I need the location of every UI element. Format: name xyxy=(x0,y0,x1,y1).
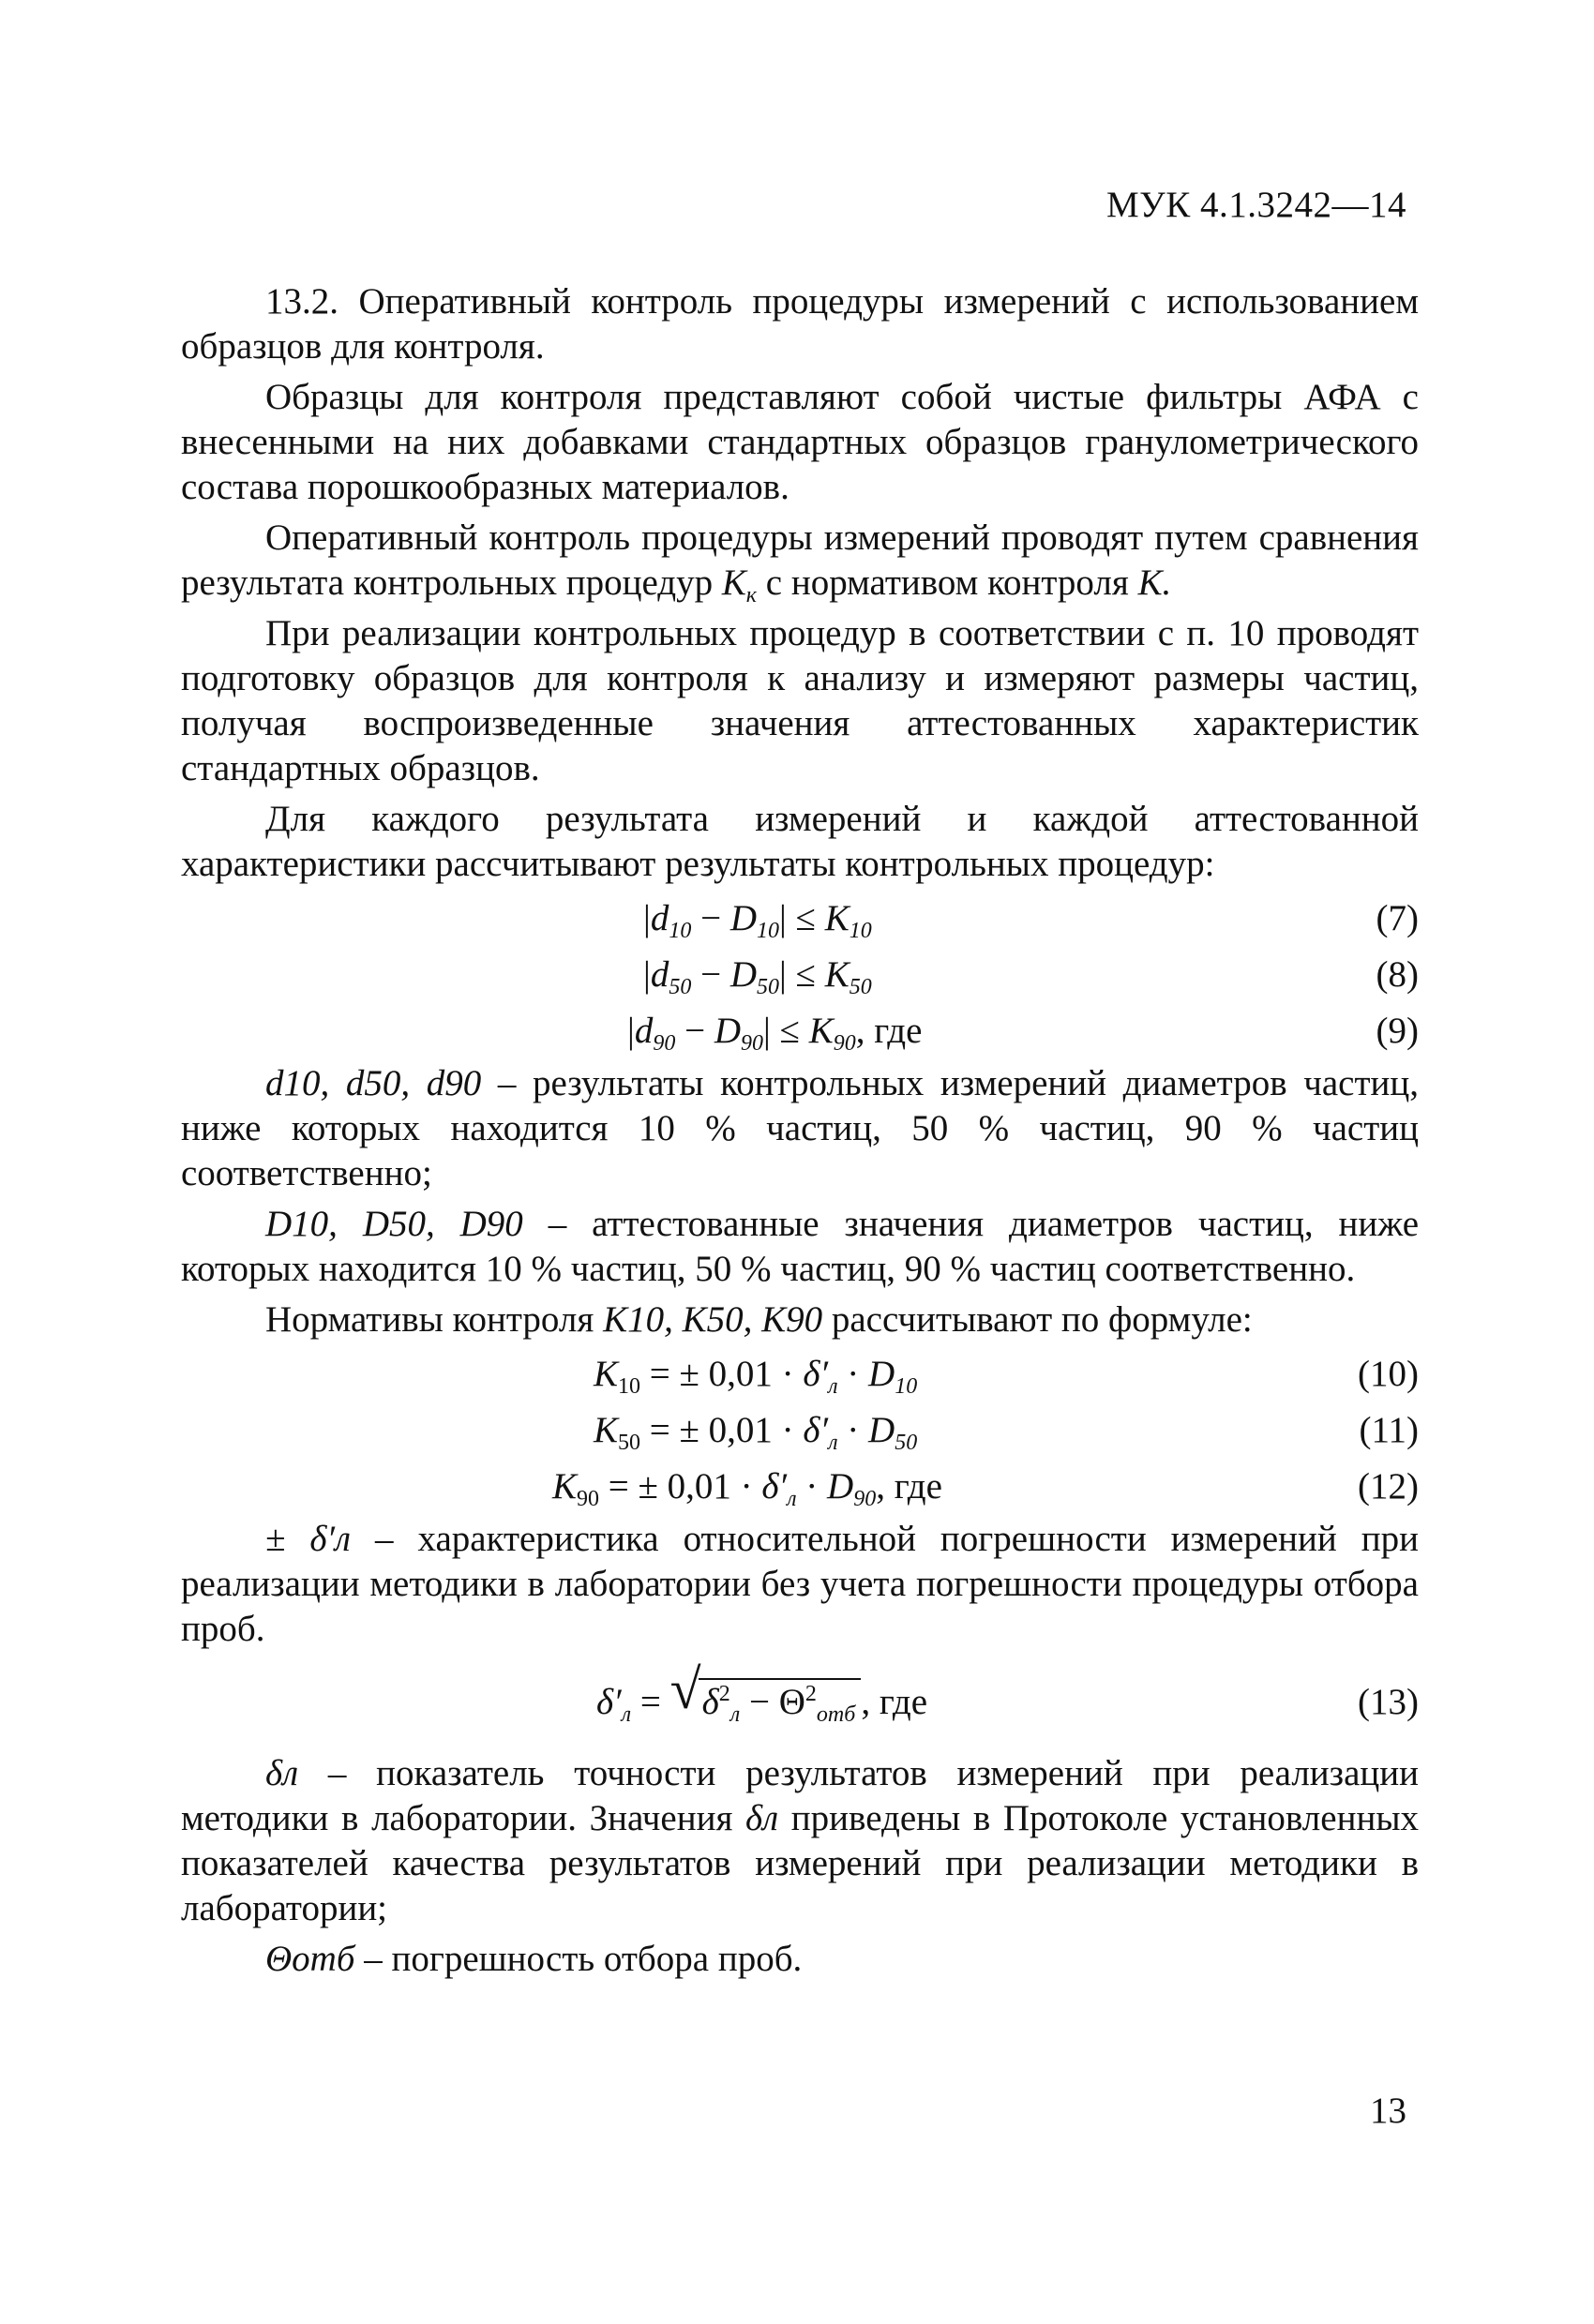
symbol-k-normative: К. xyxy=(1137,562,1172,603)
paragraph-calculation: Для каждого результата измерений и каждой аттестованной характеристики рассчитывают результаты контрольных процедур: xyxy=(181,799,1419,884)
document-body xyxy=(181,279,1419,1987)
equation-number: (10) xyxy=(1358,1354,1419,1394)
paragraph-normatives: Нормативы контроля K10, K50, K90 рассчитывают по формуле: xyxy=(265,1299,1253,1340)
equation-13: $\delta'_л$ = √ $\delta^2_л - \Theta^2_{отб}$ , где (13) xyxy=(596,1658,1419,1727)
square-root: √ $\delta^2_л - \Theta^2_{отб}$ xyxy=(670,1680,862,1725)
paragraph-13-2: 13.2. Оперативный контроль процедуры измерений с использованием образцов для контроля. xyxy=(181,281,1419,367)
document-code: МУК 4.1.3242—14 xyxy=(1105,185,1406,225)
definition-D: D10, D50, D90 – аттестованные значения диаметров частиц, ниже которых находится 10 % частиц, 50 % частиц, 90 % частиц соответственно. xyxy=(181,1204,1420,1289)
equation-8: $|d_{50} - D_{50}| \le K_{50}$ (8) xyxy=(643,954,1419,999)
definition-d: d10, d50, d90 – результаты контрольных измерений диаметров частиц, ниже которых находится 10 % частиц, 50 % частиц, 90 % частиц соответственно; xyxy=(181,1063,1420,1193)
equation-11: $K_{50}$ = ± $0,01 \cdot \delta'_л \cdot D_{50}$ (11) xyxy=(594,1410,1419,1455)
equation-number: (11) xyxy=(1359,1410,1419,1450)
paragraph-operative-control: Оперативный контроль процедуры измерений проводят путем сравнения результата контрольных процедур $К_к$ с нормативом контроля К. xyxy=(181,517,1419,607)
equation-number: (8) xyxy=(1376,954,1419,995)
definition-theta: Θотб – погрешность отбора проб. xyxy=(265,1939,803,1979)
symbol-k-control: $К_к$ xyxy=(721,562,758,607)
paragraph-implementation: При реализации контрольных процедур в соответствии с п. 10 проводят подготовку образцов для контроля к анализу и измеряют размеры частиц, получая воспроизведенные значения аттестованных характеристик стандартных образцов. xyxy=(181,613,1419,788)
equation-number: (7) xyxy=(1376,898,1419,938)
equation-12: $K_{90}$ = ± $0,01 \cdot \delta'_л \cdot D_{90}$, где (12) xyxy=(552,1466,1419,1511)
equation-10: $K_{10}$ = ± $0,01 \cdot \delta'_л \cdot D_{10}$ (10) xyxy=(594,1354,1419,1399)
equation-9: $|d_{90} - D_{90}| \le K_{90}$, где (9) xyxy=(627,1011,1419,1056)
equation-number: (9) xyxy=(1376,1011,1419,1051)
definition-delta-prime: ± δ′л – характеристика относительной погрешности измерений при реализации методики в лаборатории без учета погрешности процедуры отбора проб. xyxy=(181,1519,1419,1649)
equation-number: (12) xyxy=(1358,1466,1419,1507)
equation-number: (13) xyxy=(1358,1682,1419,1722)
paragraph-control-samples: Образцы для контроля представляют собой чистые фильтры АФА с внесенными на них добавками стандартных образцов гранулометрического состава порошкообразных материалов. xyxy=(181,377,1419,507)
definition-delta: δл – показатель точности результатов измерений при реализации методики в лаборатории. Значения δл приведены в Протоколе установленных показателей качества результатов измерений при реализации методики в лаборатории; xyxy=(181,1753,1420,1928)
page-number: 13 xyxy=(1370,2091,1406,2131)
equation-7: $|d_{10} - D_{10}| \le K_{10}$ (7) xyxy=(643,898,1419,943)
